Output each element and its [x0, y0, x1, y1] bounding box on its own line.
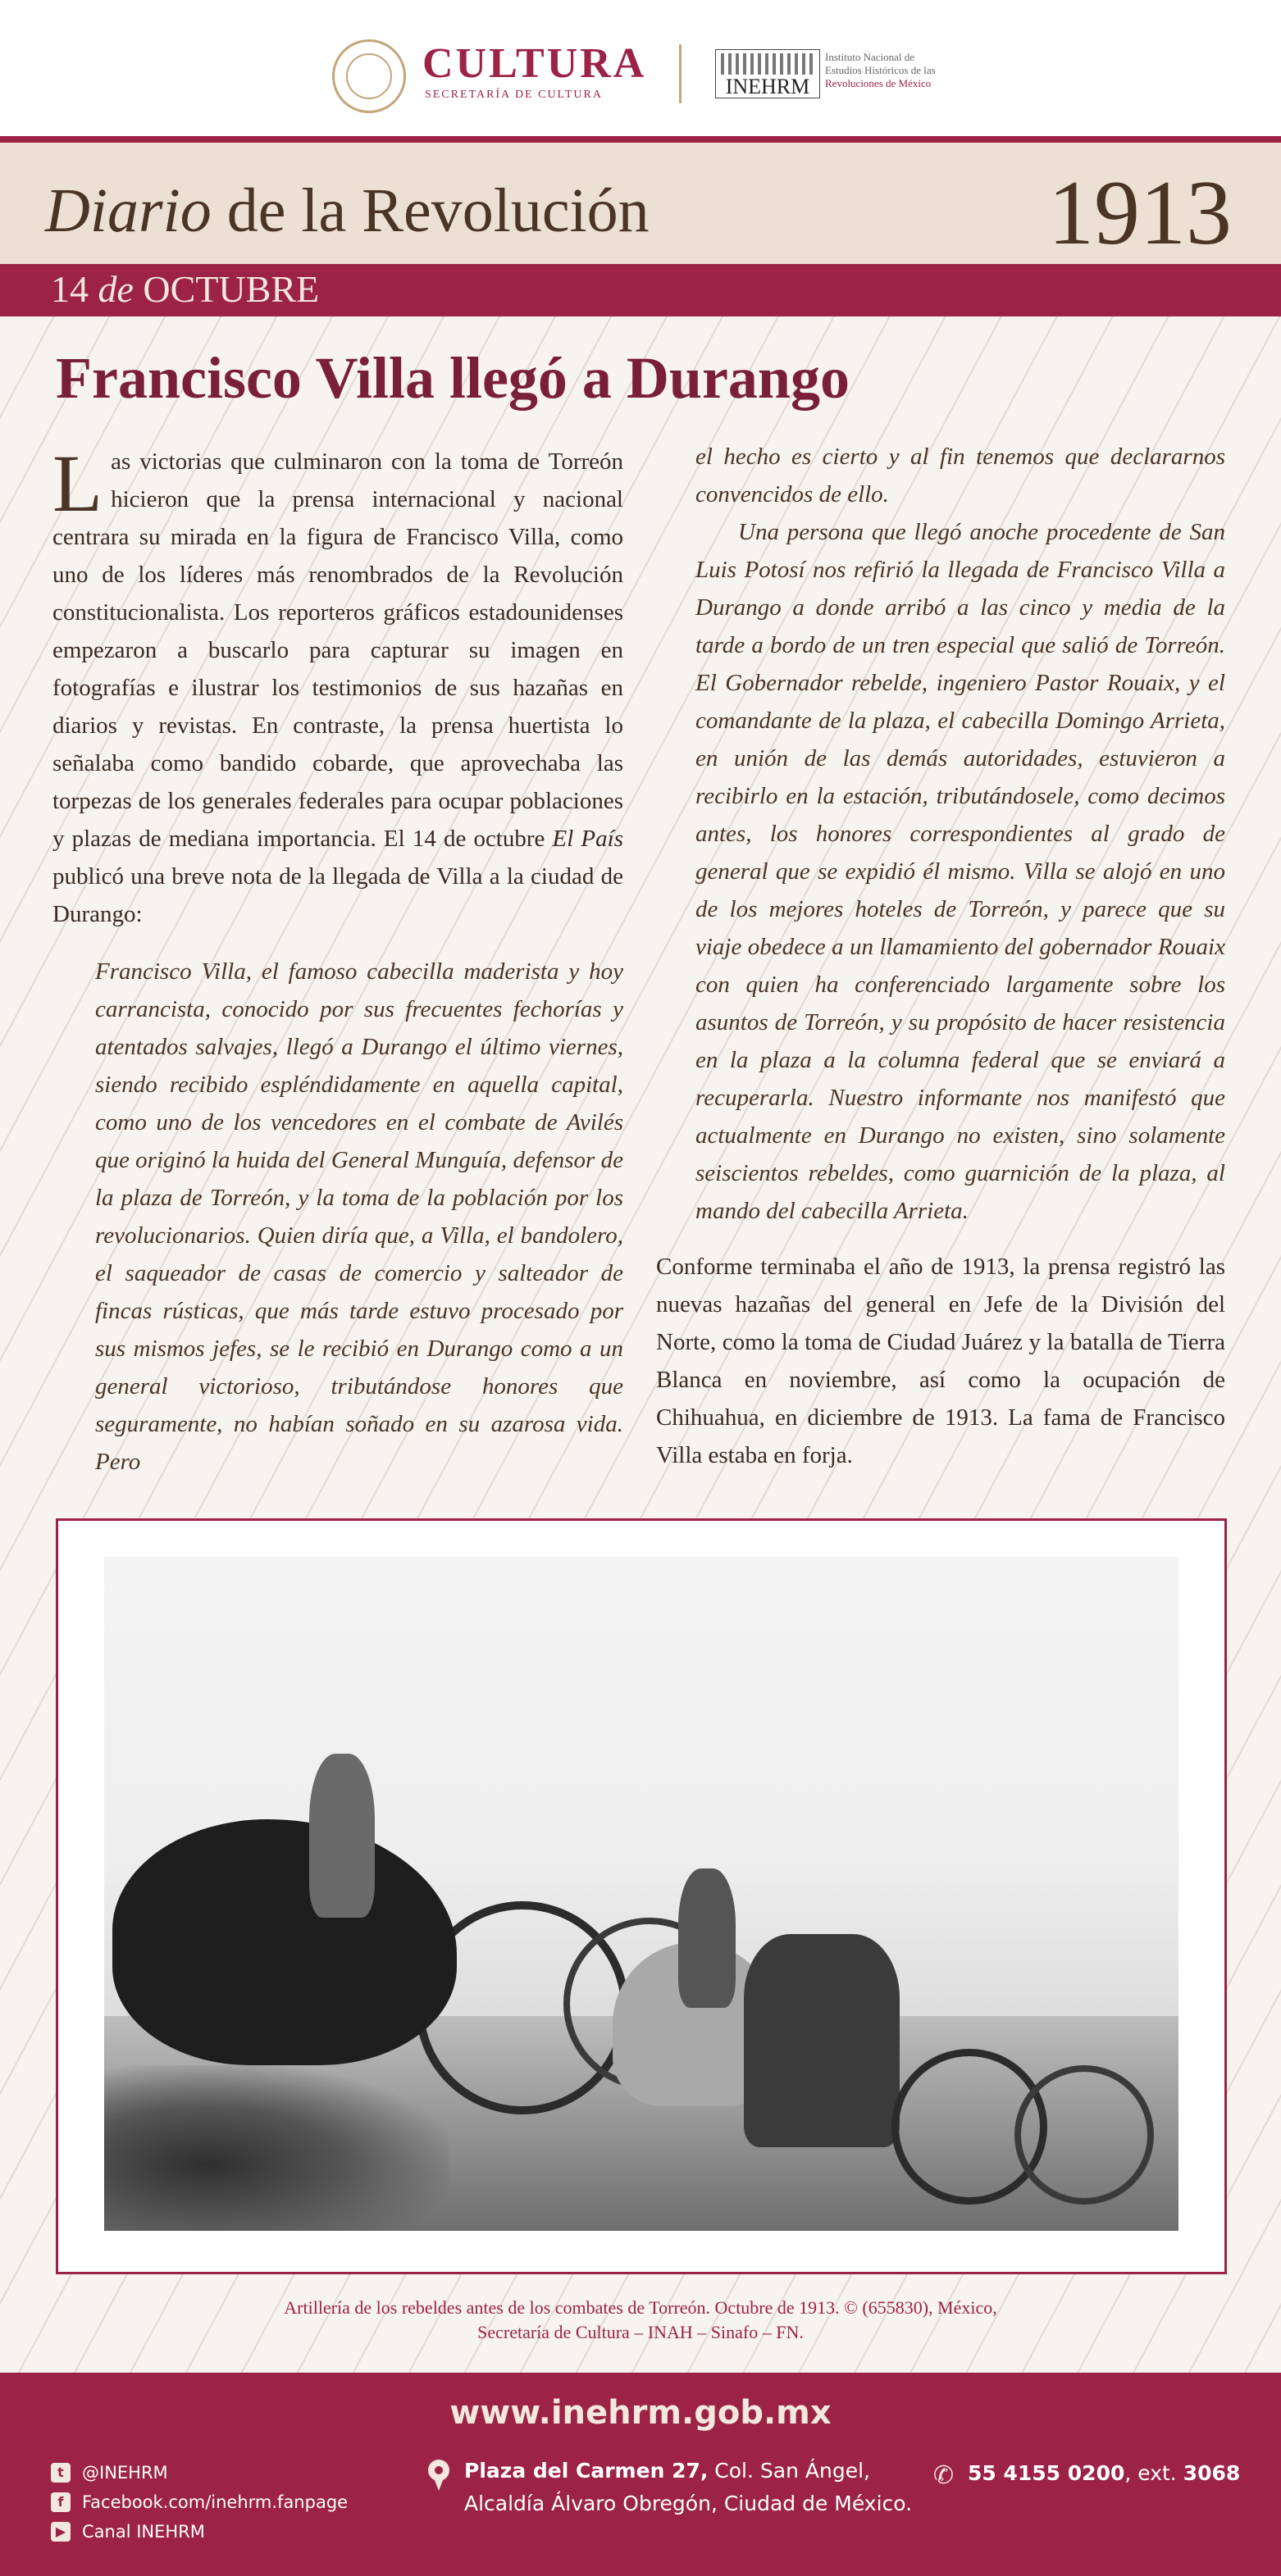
inehrm-logo — [715, 49, 820, 98]
twitter-icon: t — [51, 2463, 71, 2483]
twitter-handle[interactable]: @INEHRM — [82, 2463, 168, 2483]
date-month: OCTUBRE — [143, 268, 320, 310]
address-street: Plaza del Carmen 27, — [464, 2459, 709, 2483]
quote-block: Francisco Villa, el famoso cabecilla maderista y hoy carrancista, conocido por sus frecuentes fechorías y atentados salvajes, llegó a Durango el último viernes, siendo recibido espléndidamente en aquella capital, como uno de los vencedores en el combate de Avilés que originó la huida del General Munguía, defensor de la plaza de Torreón, y la toma de la población por los revolucionarios. Quien diría que, a Villa, el bandolero, el saqueador de casas de comercio y salteador de fincas rústicas, que más tarde estuvo procesado por sus mismos jefes, se le recibió en Durango como a un general victorioso, tributándose honores que seguramente, no habían soñado en su azarosa vida. Pero — [95, 958, 623, 1475]
date — [51, 267, 319, 311]
logos — [0, 25, 1281, 115]
cultura-subtitle: SECRETARÍA DE CULTURA — [425, 89, 603, 101]
quote-block: Una persona que llegó anoche procedente de San Luis Potosí nos refirió la llegada de Francisco Villa a Durango a donde arribó a las cinco y media de la tarde a bordo de un tren especial que salió de Torreón. El Gobernador rebelde, ingeniero Pastor Rouaix, y el comandante de la plaza, el cabecilla Domingo Arrieta, en unión de las demás autoridades, estuvieron a recibirlo en la estación, tributándosele, como decimos antes, los honores correspondientes al grado de general que se expidió él mismo. Villa se alojó en uno de los mejores hoteles de Torreón, y parece que su viaje obedece a un llamamiento del gobernador Rouaix con quien ha conferenciado largamente sobre los asuntos de Torreón, y su propósito de hacer resistencia en la plaza a la columna federal que se enviará a recuperarla. Nuestro informante nos manifestó que actualmente en Durango no existen, sino solamente seiscientos rebeldes, como guarnición de la plaza, al mando del cabecilla Arrieta. — [695, 519, 1225, 1224]
address-city: Alcaldía Álvaro Obregón, Ciudad de México. — [464, 2492, 913, 2515]
youtube-link[interactable]: Canal INEHRM — [82, 2522, 205, 2542]
cannon-wheel — [1014, 2065, 1154, 2205]
article-column-left — [52, 438, 623, 1481]
rider-silhouette — [678, 1868, 736, 2008]
year: 1913 — [1048, 162, 1232, 264]
publication-title — [45, 175, 650, 247]
photo-frame — [56, 1518, 1227, 2274]
address-colonia: Col. San Ángel, — [708, 2459, 870, 2483]
article-headline: Francisco Villa llegó a Durango — [56, 345, 850, 411]
horse-silhouette — [112, 1819, 457, 2065]
facebook-link[interactable]: Facebook.com/inehrm.fanpage — [82, 2492, 349, 2512]
address — [464, 2455, 912, 2520]
phone-main: 55 4155 0200 — [968, 2461, 1125, 2485]
newspaper-name: El País — [552, 826, 623, 852]
facebook-icon: f — [51, 2492, 71, 2512]
footer — [0, 2373, 1281, 2576]
social-facebook[interactable] — [51, 2487, 348, 2517]
inehrm-desc-line: Estudios Históricos de las — [825, 64, 936, 76]
youtube-icon: ▶ — [51, 2522, 71, 2542]
social-links — [51, 2458, 348, 2546]
title-diario: Diario — [45, 176, 212, 245]
phone-number[interactable] — [968, 2461, 1240, 2485]
top-bar — [0, 0, 1281, 143]
paragraph-text: as victorias que culminaron con la toma de Torreón hicieron que la prensa internacional y nacional centrara su mirada en la figura de Francisco Villa, como uno de los líderes más renombrados de la Revolución constitucionalista. Los reporteros gráficos estadounidenses empezaron a buscarlo para capturar su imagen en fotografías e ilustrar los testimonios de sus hazañas en diarios y revistas. En contraste, la prensa huertista lo señalaba como bandido cobarde, que aprovechaba las torpezas de los generales federales para ocupar poblaciones y plazas de mediana importancia. El 14 de octubre — [52, 448, 623, 852]
cultura-logo-text: CULTURA — [422, 40, 647, 87]
photo-brush — [104, 2065, 449, 2231]
drop-cap: L — [52, 438, 103, 529]
date-day: 14 — [51, 268, 89, 310]
title-rest: de la Revolución — [211, 176, 650, 245]
building-icon — [721, 53, 814, 75]
caption-line: Artillería de los rebeldes antes de los combates de Torreón. Octubre de 1913. © (655830), México, — [284, 2297, 997, 2318]
website-link[interactable]: www.inehrm.gob.mx — [449, 2394, 832, 2432]
seal-icon — [332, 39, 406, 113]
historical-photo — [104, 1557, 1178, 2231]
date-de: de — [89, 268, 144, 310]
caption-line: Secretaría de Cultura – INAH – Sinafo – FN. — [477, 2322, 804, 2342]
rider-silhouette — [309, 1754, 375, 1918]
article-column-right — [656, 438, 1225, 1474]
inehrm-logo-text: INEHRM — [725, 75, 810, 98]
inehrm-description — [825, 51, 936, 90]
soldiers-silhouette — [744, 1934, 900, 2147]
phone-icon: ✆ — [933, 2461, 955, 2490]
social-youtube[interactable] — [51, 2517, 348, 2546]
quote-continuation: el hecho es cierto y al fin tenemos que declararnos convencidos de ello. — [695, 444, 1225, 507]
paragraph-intro — [52, 438, 623, 933]
phone-ext-label: , ext. — [1124, 2461, 1183, 2485]
logo-divider — [679, 44, 682, 103]
photo-caption — [82, 2296, 1199, 2345]
header-rule — [0, 136, 1281, 143]
inehrm-desc-line: Instituto Nacional de — [825, 51, 915, 63]
phone-ext: 3068 — [1183, 2461, 1241, 2485]
inehrm-desc-line: Revoluciones de México — [825, 77, 932, 89]
location-pin-icon — [428, 2460, 449, 2491]
paragraph-text: publicó una breve nota de la llegada de Villa a la ciudad de Durango: — [52, 863, 623, 927]
social-twitter[interactable] — [51, 2458, 348, 2487]
paragraph-closing: Conforme terminaba el año de 1913, la prensa registró las nuevas hazañas del general en Jefe de la División del Norte, como la toma de Ciudad Juárez y la batalla de Tierra Blanca en noviembre, así como la ocupación de Chihuahua, en diciembre de 1913. La fama de Francisco Villa estaba en forja. — [656, 1254, 1225, 1468]
